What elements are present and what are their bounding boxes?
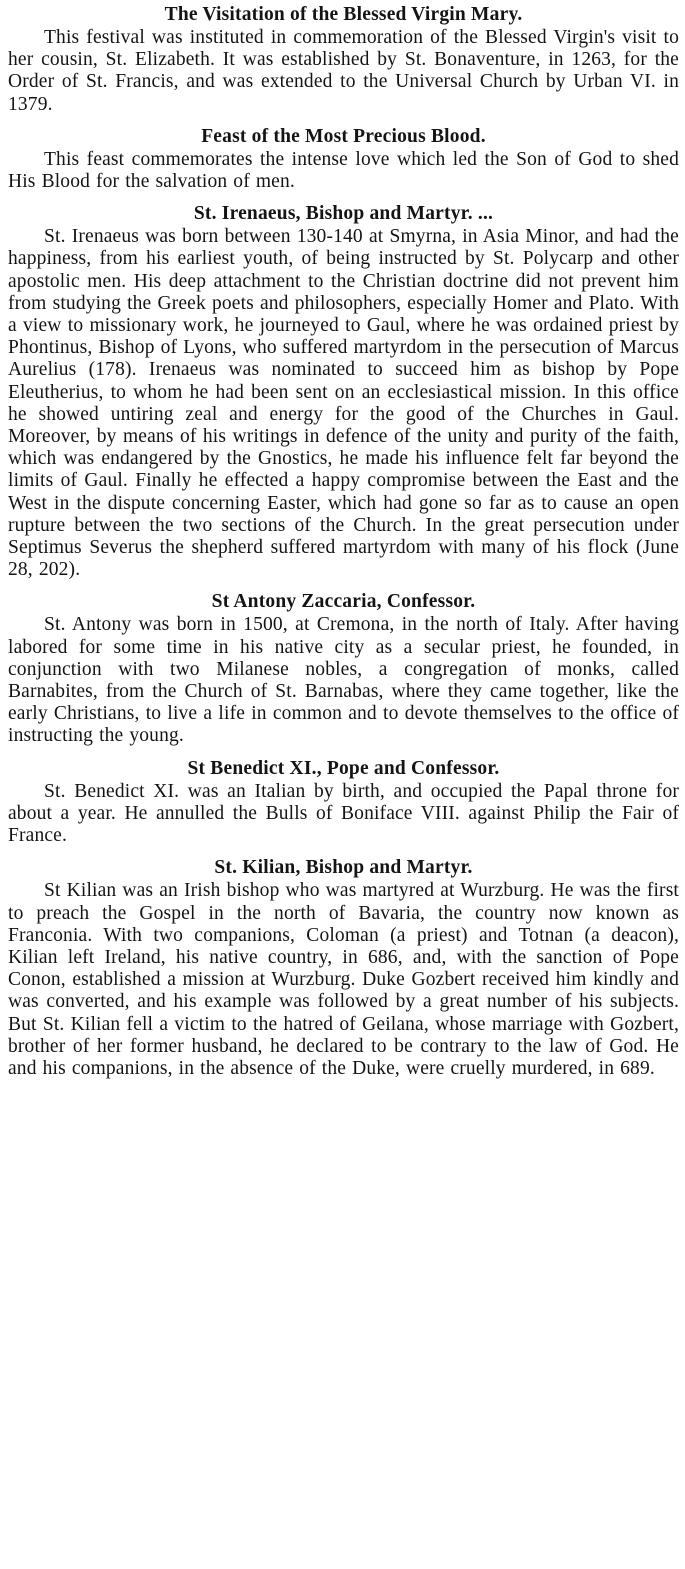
- section-heading: Feast of the Most Precious Blood.: [201, 125, 486, 147]
- section-body: St. Benedict XI. was an Italian by birth, and occupied the Papal throne for about a year. He annulled the Bulls of Boniface VIII. against Philip the Fair of France.: [8, 780, 679, 847]
- section-benedict-xi: [8, 757, 679, 848]
- section-heading: The Visitation of the Blessed Virgin Mary.: [164, 4, 523, 25]
- section-body: This feast commemorates the intense love which led the Son of God to shed His Blood for the salvation of men.: [8, 148, 679, 193]
- section-heading: St Antony Zaccaria, Confessor.: [211, 591, 476, 613]
- section-body: St. Antony was born in 1500, at Cremona, in the north of Italy. After having labored for some time in his native city as a secular priest, he founded, in conjunction with two Milanese nobles, a congregation of monks, called Barnabites, from the Church of St. Barnabas, where they came together, like the early Christians, to live a life in common and to devote themselves to the office of instructing the young.: [8, 614, 679, 747]
- section-visitation: [8, 3, 679, 116]
- section-body: St. Irenaeus was born between 130-140 at Smyrna, in Asia Minor, and had the happiness, from his earliest youth, of being instructed by St. Polycarp and other apostolic men. His deep attachment to the Christian doctrine did not prevent him from studying the Greek poets and philosophers, especially Homer and Plato. With a view to missionary work, he journeyed to Gaul, where he was ordained priest by Phontinus, Bishop of Lyons, who suffered martyrdom in the persecution of Marcus Aurelius (178). Irenaeus was nominated to succeed him as bishop by Pope Eleutherius, to whom he had been sent on an ecclesiastical mission. In this office he showed untiring zeal and energy for the good of the Churches in Gaul. Moreover, by means of his writings in defence of the unity and purity of the faith, which was endangered by the Gnostics, he made his influence felt far beyond the limits of Gaul. Finally he effected a happy compromise between the East and the West in the dispute concerning Easter, which had gone so far as to cause an open rupture between the two sections of the Church. In the great persecution under Septimus Severus the shepherd suffered martyrdom with many of his flock (June 28, 202).: [8, 226, 679, 581]
- article-column: [8, 0, 679, 1080]
- section-body: This festival was instituted in commemoration of the Blessed Virgin's visit to her cousin, St. Elizabeth. It was established by St. Bonaventure, in 1263, for the Order of St. Francis, and was extended to the Universal Church by Urban VI. in 1379.: [8, 27, 679, 115]
- section-antony-zaccaria: [8, 590, 679, 747]
- section-body: St Kilian was an Irish bishop who was martyred at Wurzburg. He was the first to preach the Gospel in the north of Bavaria, the country now known as Franconia. With two companions, Coloman (a priest) and Totnan (a deacon), Kilian left Ireland, his native country, in 686, and, with the sanction of Pope Conon, established a mission at Wurzburg. Duke Gozbert received him kindly and was converted, and his example was followed by a great number of his subjects. But St. Kilian fell a victim to the hatred of Geilana, whose marriage with Gozbert, brother of her former husband, he declared to be contrary to the law of God. He and his companions, in the absence of the Duke, were cruelly murdered, in 689.: [8, 880, 679, 1079]
- section-precious-blood: [8, 125, 679, 193]
- section-irenaeus: [8, 202, 679, 581]
- section-kilian: [8, 856, 679, 1080]
- section-heading: St. Irenaeus, Bishop and Martyr. ...: [193, 203, 494, 225]
- section-heading: St Benedict XI., Pope and Confessor.: [187, 757, 500, 779]
- section-heading: St. Kilian, Bishop and Martyr.: [214, 857, 473, 879]
